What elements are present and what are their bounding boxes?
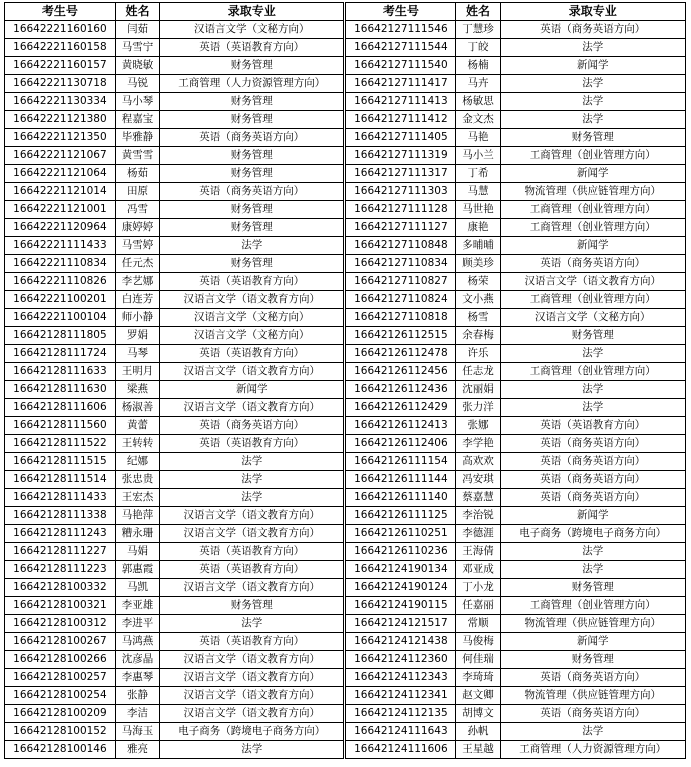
cell-exam-no-left: 16642128111606 <box>5 399 116 417</box>
cell-exam-no-right: 16642127111303 <box>345 183 456 201</box>
cell-exam-no-left: 16642221130334 <box>5 93 116 111</box>
cell-major-left: 英语（英语教育方向） <box>160 633 345 651</box>
cell-name-right: 康艳 <box>456 219 500 237</box>
cell-major-left: 英语（英语教育方向） <box>160 561 345 579</box>
table-row <box>5 291 686 309</box>
cell-exam-no-right: 16642126112413 <box>345 417 456 435</box>
cell-name-right: 丁希 <box>456 165 500 183</box>
cell-major-left: 汉语言文学（语文教育方向） <box>160 507 345 525</box>
header-major-right: 录取专业 <box>500 3 685 21</box>
cell-name-left: 马锐 <box>115 75 159 93</box>
cell-exam-no-right: 16642124111606 <box>345 741 456 759</box>
cell-major-right: 法学 <box>500 381 685 399</box>
table-row <box>5 75 686 93</box>
cell-name-left: 郭惠霞 <box>115 561 159 579</box>
cell-name-left: 闫茹 <box>115 21 159 39</box>
cell-major-right: 法学 <box>500 561 685 579</box>
cell-major-right: 工商管理（创业管理方向） <box>500 147 685 165</box>
cell-major-right: 物流管理（供应链管理方向） <box>500 615 685 633</box>
table-row <box>5 111 686 129</box>
cell-major-right: 新闻学 <box>500 57 685 75</box>
table-row <box>5 615 686 633</box>
cell-major-left: 新闻学 <box>160 381 345 399</box>
cell-major-right: 工商管理（创业管理方向） <box>500 291 685 309</box>
cell-name-right: 高欢欢 <box>456 453 500 471</box>
cell-exam-no-right: 16642127111412 <box>345 111 456 129</box>
cell-name-left: 马小琴 <box>115 93 159 111</box>
cell-name-left: 李艺娜 <box>115 273 159 291</box>
table-row <box>5 507 686 525</box>
cell-major-left: 汉语言文学（语文教育方向） <box>160 399 345 417</box>
cell-name-left: 王明月 <box>115 363 159 381</box>
cell-name-right: 顾美珍 <box>456 255 500 273</box>
cell-major-left: 法学 <box>160 615 345 633</box>
cell-major-left: 财务管理 <box>160 111 345 129</box>
cell-exam-no-left: 16642128100332 <box>5 579 116 597</box>
cell-major-left: 汉语言文学（语文教育方向） <box>160 651 345 669</box>
cell-major-left: 法学 <box>160 237 345 255</box>
cell-name-left: 黄蕾 <box>115 417 159 435</box>
cell-name-right: 胡博文 <box>456 705 500 723</box>
cell-exam-no-left: 16642221100104 <box>5 309 116 327</box>
table-row <box>5 417 686 435</box>
cell-name-left: 杨淑善 <box>115 399 159 417</box>
cell-name-right: 沈丽娟 <box>456 381 500 399</box>
table-row <box>5 237 686 255</box>
table-row <box>5 255 686 273</box>
cell-exam-no-left: 16642128111522 <box>5 435 116 453</box>
cell-major-right: 英语（商务英语方向） <box>500 21 685 39</box>
cell-major-right: 新闻学 <box>500 237 685 255</box>
cell-major-left: 英语（英语教育方向） <box>160 273 345 291</box>
cell-major-right: 工商管理（创业管理方向） <box>500 597 685 615</box>
cell-name-left: 白连芳 <box>115 291 159 309</box>
cell-exam-no-right: 16642127111413 <box>345 93 456 111</box>
cell-exam-no-left: 16642128111515 <box>5 453 116 471</box>
cell-name-left: 马鸿燕 <box>115 633 159 651</box>
table-row <box>5 435 686 453</box>
cell-exam-no-left: 16642128100152 <box>5 723 116 741</box>
cell-name-right: 李琦琦 <box>456 669 500 687</box>
cell-major-right: 财务管理 <box>500 651 685 669</box>
cell-name-left: 马艳萍 <box>115 507 159 525</box>
cell-exam-no-left: 16642128111630 <box>5 381 116 399</box>
header-major-left: 录取专业 <box>160 3 345 21</box>
table-body <box>5 21 686 759</box>
cell-major-left: 财务管理 <box>160 201 345 219</box>
cell-exam-no-right: 16642127111540 <box>345 57 456 75</box>
cell-name-left: 黄晓敏 <box>115 57 159 75</box>
cell-name-left: 雅亮 <box>115 741 159 759</box>
cell-name-right: 冯安琪 <box>456 471 500 489</box>
cell-exam-no-right: 16642124112135 <box>345 705 456 723</box>
cell-exam-no-left: 16642221121350 <box>5 129 116 147</box>
cell-exam-no-left: 16642128111560 <box>5 417 116 435</box>
cell-exam-no-left: 16642128111433 <box>5 489 116 507</box>
cell-major-left: 汉语言文学（语文教育方向） <box>160 525 345 543</box>
table-row <box>5 669 686 687</box>
cell-exam-no-left: 16642221111433 <box>5 237 116 255</box>
cell-exam-no-right: 16642124111643 <box>345 723 456 741</box>
cell-name-left: 马雪婷 <box>115 237 159 255</box>
cell-major-left: 汉语言文学（文秘方向） <box>160 309 345 327</box>
cell-major-right: 英语（商务英语方向） <box>500 705 685 723</box>
cell-name-left: 冯雪 <box>115 201 159 219</box>
cell-major-right: 财务管理 <box>500 129 685 147</box>
table-row <box>5 327 686 345</box>
cell-major-right: 新闻学 <box>500 633 685 651</box>
cell-exam-no-right: 16642127110848 <box>345 237 456 255</box>
cell-major-left: 法学 <box>160 471 345 489</box>
cell-name-left: 李洁 <box>115 705 159 723</box>
admission-table <box>4 2 686 759</box>
cell-major-left: 汉语言文学（语文教育方向） <box>160 669 345 687</box>
table-row <box>5 543 686 561</box>
cell-name-left: 纪娜 <box>115 453 159 471</box>
cell-exam-no-right: 16642126112429 <box>345 399 456 417</box>
cell-exam-no-left: 16642221110826 <box>5 273 116 291</box>
cell-exam-no-right: 16642127111405 <box>345 129 456 147</box>
cell-exam-no-left: 16642128100266 <box>5 651 116 669</box>
cell-exam-no-right: 16642127111128 <box>345 201 456 219</box>
cell-name-left: 李惠琴 <box>115 669 159 687</box>
cell-name-left: 马凯 <box>115 579 159 597</box>
cell-exam-no-right: 16642126112515 <box>345 327 456 345</box>
cell-name-left: 康婷婷 <box>115 219 159 237</box>
cell-major-left: 财务管理 <box>160 165 345 183</box>
cell-exam-no-right: 16642124190115 <box>345 597 456 615</box>
cell-exam-no-right: 16642127111317 <box>345 165 456 183</box>
cell-major-left: 法学 <box>160 489 345 507</box>
cell-exam-no-right: 16642127110818 <box>345 309 456 327</box>
cell-name-right: 杨敏思 <box>456 93 500 111</box>
table-row <box>5 165 686 183</box>
cell-exam-no-left: 16642128111338 <box>5 507 116 525</box>
cell-name-left: 程嘉宝 <box>115 111 159 129</box>
cell-major-right: 汉语言文学（语文教育方向） <box>500 273 685 291</box>
table-row <box>5 399 686 417</box>
cell-name-left: 糟永珊 <box>115 525 159 543</box>
cell-name-right: 李治锐 <box>456 507 500 525</box>
cell-exam-no-left: 16642128111805 <box>5 327 116 345</box>
cell-name-right: 常顺 <box>456 615 500 633</box>
cell-major-right: 英语（英语教育方向） <box>500 417 685 435</box>
cell-name-right: 许乐 <box>456 345 500 363</box>
cell-major-left: 法学 <box>160 453 345 471</box>
cell-exam-no-left: 16642221100201 <box>5 291 116 309</box>
cell-exam-no-right: 16642124112343 <box>345 669 456 687</box>
table-row <box>5 525 686 543</box>
cell-name-right: 李德涯 <box>456 525 500 543</box>
cell-name-right: 李学艳 <box>456 435 500 453</box>
cell-name-right: 马慧 <box>456 183 500 201</box>
cell-name-right: 文小燕 <box>456 291 500 309</box>
table-row <box>5 579 686 597</box>
cell-major-right: 法学 <box>500 39 685 57</box>
cell-exam-no-left: 16642221160160 <box>5 21 116 39</box>
table-row <box>5 651 686 669</box>
table-row <box>5 561 686 579</box>
cell-major-left: 财务管理 <box>160 597 345 615</box>
cell-major-right: 英语（商务英语方向） <box>500 669 685 687</box>
cell-name-left: 任元杰 <box>115 255 159 273</box>
cell-major-left: 财务管理 <box>160 147 345 165</box>
table-row <box>5 309 686 327</box>
cell-major-left: 财务管理 <box>160 255 345 273</box>
cell-major-left: 汉语言文学（语文教育方向） <box>160 363 345 381</box>
cell-exam-no-right: 16642127111319 <box>345 147 456 165</box>
cell-major-right: 法学 <box>500 399 685 417</box>
cell-name-right: 张力洋 <box>456 399 500 417</box>
cell-major-right: 英语（商务英语方向） <box>500 471 685 489</box>
table-row <box>5 633 686 651</box>
cell-major-right: 新闻学 <box>500 507 685 525</box>
table-row <box>5 381 686 399</box>
cell-major-right: 英语（商务英语方向） <box>500 255 685 273</box>
table-row <box>5 453 686 471</box>
cell-exam-no-left: 16642128111633 <box>5 363 116 381</box>
cell-exam-no-right: 16642127110834 <box>345 255 456 273</box>
cell-major-left: 英语（商务英语方向） <box>160 183 345 201</box>
table-row <box>5 489 686 507</box>
table-row <box>5 687 686 705</box>
cell-name-right: 王海倩 <box>456 543 500 561</box>
table-row <box>5 201 686 219</box>
cell-name-right: 邓亚成 <box>456 561 500 579</box>
header-name-left: 姓名 <box>115 3 159 21</box>
cell-exam-no-right: 16642127110827 <box>345 273 456 291</box>
table-row <box>5 471 686 489</box>
cell-major-right: 工商管理（创业管理方向） <box>500 201 685 219</box>
cell-major-right: 新闻学 <box>500 165 685 183</box>
cell-name-left: 王转转 <box>115 435 159 453</box>
cell-major-left: 汉语言文学（语文教育方向） <box>160 705 345 723</box>
cell-major-right: 物流管理（供应链管理方向） <box>500 687 685 705</box>
table-row <box>5 183 686 201</box>
cell-exam-no-left: 16642128111227 <box>5 543 116 561</box>
cell-name-right: 任志龙 <box>456 363 500 381</box>
cell-exam-no-left: 16642128100267 <box>5 633 116 651</box>
cell-name-right: 赵文卿 <box>456 687 500 705</box>
cell-name-right: 杨楠 <box>456 57 500 75</box>
table-row <box>5 705 686 723</box>
cell-exam-no-left: 16642221121380 <box>5 111 116 129</box>
cell-major-right: 汉语言文学（文秘方向） <box>500 309 685 327</box>
cell-exam-no-left: 16642221120964 <box>5 219 116 237</box>
cell-major-left: 英语（英语教育方向） <box>160 39 345 57</box>
cell-exam-no-right: 16642126111154 <box>345 453 456 471</box>
cell-name-left: 杨茹 <box>115 165 159 183</box>
cell-name-right: 任嘉丽 <box>456 597 500 615</box>
cell-major-left: 英语（商务英语方向） <box>160 129 345 147</box>
table-row <box>5 723 686 741</box>
cell-exam-no-right: 16642124190124 <box>345 579 456 597</box>
header-row <box>5 3 686 21</box>
cell-name-right: 金文杰 <box>456 111 500 129</box>
cell-name-left: 张忠贵 <box>115 471 159 489</box>
cell-name-left: 师小静 <box>115 309 159 327</box>
table-row <box>5 57 686 75</box>
cell-major-right: 工商管理（创业管理方向） <box>500 363 685 381</box>
cell-exam-no-right: 16642124112360 <box>345 651 456 669</box>
cell-name-right: 张娜 <box>456 417 500 435</box>
cell-exam-no-right: 16642127111127 <box>345 219 456 237</box>
cell-major-right: 物流管理（供应链管理方向） <box>500 183 685 201</box>
cell-exam-no-left: 16642128100209 <box>5 705 116 723</box>
cell-name-left: 李进平 <box>115 615 159 633</box>
cell-exam-no-left: 16642221160158 <box>5 39 116 57</box>
cell-major-left: 汉语言文学（语文教育方向） <box>160 291 345 309</box>
cell-name-left: 罗娟 <box>115 327 159 345</box>
cell-exam-no-left: 16642128100321 <box>5 597 116 615</box>
cell-major-left: 英语（英语教育方向） <box>160 345 345 363</box>
cell-exam-no-left: 16642221121064 <box>5 165 116 183</box>
cell-major-left: 电子商务（跨境电子商务方向） <box>160 723 345 741</box>
cell-exam-no-right: 16642127111417 <box>345 75 456 93</box>
cell-exam-no-left: 16642128111243 <box>5 525 116 543</box>
table-row <box>5 93 686 111</box>
cell-name-left: 马海玉 <box>115 723 159 741</box>
cell-exam-no-left: 16642221121001 <box>5 201 116 219</box>
cell-exam-no-right: 16642126111144 <box>345 471 456 489</box>
table-row <box>5 741 686 759</box>
cell-exam-no-left: 16642221110834 <box>5 255 116 273</box>
cell-name-right: 丁小龙 <box>456 579 500 597</box>
cell-name-right: 蔡嘉慧 <box>456 489 500 507</box>
table-row <box>5 597 686 615</box>
cell-name-right: 多晡晡 <box>456 237 500 255</box>
cell-major-right: 工商管理（人力资源管理方向） <box>500 741 685 759</box>
cell-exam-no-right: 16642127111544 <box>345 39 456 57</box>
cell-major-right: 工商管理（创业管理方向） <box>500 219 685 237</box>
cell-exam-no-right: 16642124190134 <box>345 561 456 579</box>
cell-name-left: 黄雪雪 <box>115 147 159 165</box>
cell-major-left: 汉语言文学（语文教育方向） <box>160 579 345 597</box>
cell-major-right: 英语（商务英语方向） <box>500 489 685 507</box>
cell-name-left: 李亚雄 <box>115 597 159 615</box>
cell-exam-no-right: 16642126111140 <box>345 489 456 507</box>
cell-name-right: 孙帆 <box>456 723 500 741</box>
cell-exam-no-left: 16642221160157 <box>5 57 116 75</box>
cell-major-left: 法学 <box>160 741 345 759</box>
cell-major-right: 法学 <box>500 75 685 93</box>
cell-exam-no-right: 16642126112406 <box>345 435 456 453</box>
cell-exam-no-right: 16642124112341 <box>345 687 456 705</box>
cell-name-left: 田原 <box>115 183 159 201</box>
cell-major-left: 汉语言文学（文秘方向） <box>160 327 345 345</box>
cell-name-right: 丁皎 <box>456 39 500 57</box>
cell-major-left: 工商管理（人力资源管理方向） <box>160 75 345 93</box>
table-row <box>5 345 686 363</box>
cell-major-right: 法学 <box>500 111 685 129</box>
cell-name-left: 马雪宁 <box>115 39 159 57</box>
cell-name-right: 何佳瑞 <box>456 651 500 669</box>
cell-major-right: 电子商务（跨境电子商务方向） <box>500 525 685 543</box>
table-row <box>5 147 686 165</box>
cell-exam-no-right: 16642126110251 <box>345 525 456 543</box>
cell-name-left: 张静 <box>115 687 159 705</box>
cell-major-left: 英语（英语教育方向） <box>160 543 345 561</box>
cell-exam-no-left: 16642128111514 <box>5 471 116 489</box>
cell-exam-no-right: 16642126112436 <box>345 381 456 399</box>
cell-major-right: 法学 <box>500 345 685 363</box>
cell-name-left: 马娟 <box>115 543 159 561</box>
cell-name-right: 马俊梅 <box>456 633 500 651</box>
cell-exam-no-left: 16642221121067 <box>5 147 116 165</box>
header-name-right: 姓名 <box>456 3 500 21</box>
cell-major-right: 法学 <box>500 723 685 741</box>
cell-exam-no-right: 16642126111125 <box>345 507 456 525</box>
cell-exam-no-left: 16642128111223 <box>5 561 116 579</box>
cell-name-right: 马卉 <box>456 75 500 93</box>
header-exam-no-left: 考生号 <box>5 3 116 21</box>
cell-exam-no-left: 16642128100146 <box>5 741 116 759</box>
header-exam-no-right: 考生号 <box>345 3 456 21</box>
cell-name-left: 毕雅静 <box>115 129 159 147</box>
cell-major-left: 汉语言文学（语文教育方向） <box>160 687 345 705</box>
cell-exam-no-left: 16642128100257 <box>5 669 116 687</box>
table-row <box>5 21 686 39</box>
cell-exam-no-left: 16642128111724 <box>5 345 116 363</box>
table-row <box>5 219 686 237</box>
table-row <box>5 129 686 147</box>
cell-exam-no-right: 16642126110236 <box>345 543 456 561</box>
cell-exam-no-left: 16642128100254 <box>5 687 116 705</box>
cell-name-right: 马小兰 <box>456 147 500 165</box>
cell-major-left: 英语（英语教育方向） <box>160 435 345 453</box>
cell-exam-no-right: 16642124121517 <box>345 615 456 633</box>
cell-name-left: 王宏杰 <box>115 489 159 507</box>
cell-exam-no-left: 16642128100312 <box>5 615 116 633</box>
cell-exam-no-right: 16642126112478 <box>345 345 456 363</box>
cell-name-right: 王星越 <box>456 741 500 759</box>
cell-name-left: 沈彦晶 <box>115 651 159 669</box>
cell-major-left: 汉语言文学（文秘方向） <box>160 21 345 39</box>
cell-major-left: 财务管理 <box>160 57 345 75</box>
cell-name-left: 马琴 <box>115 345 159 363</box>
cell-name-right: 马艳 <box>456 129 500 147</box>
cell-name-right: 杨雪 <box>456 309 500 327</box>
cell-exam-no-left: 16642221121014 <box>5 183 116 201</box>
cell-exam-no-right: 16642124121438 <box>345 633 456 651</box>
cell-major-left: 英语（商务英语方向） <box>160 417 345 435</box>
cell-exam-no-right: 16642126112456 <box>345 363 456 381</box>
cell-exam-no-right: 16642127110824 <box>345 291 456 309</box>
cell-major-right: 英语（商务英语方向） <box>500 453 685 471</box>
cell-name-right: 丁慧珍 <box>456 21 500 39</box>
cell-major-right: 法学 <box>500 93 685 111</box>
cell-major-left: 财务管理 <box>160 219 345 237</box>
cell-major-right: 法学 <box>500 543 685 561</box>
table-row <box>5 39 686 57</box>
table-row <box>5 363 686 381</box>
cell-major-left: 财务管理 <box>160 93 345 111</box>
cell-major-right: 财务管理 <box>500 579 685 597</box>
cell-major-right: 财务管理 <box>500 327 685 345</box>
cell-name-right: 余春梅 <box>456 327 500 345</box>
cell-exam-no-left: 16642221130718 <box>5 75 116 93</box>
cell-name-left: 梁燕 <box>115 381 159 399</box>
cell-exam-no-right: 16642127111546 <box>345 21 456 39</box>
cell-name-right: 马世艳 <box>456 201 500 219</box>
cell-name-right: 杨荣 <box>456 273 500 291</box>
cell-major-right: 英语（商务英语方向） <box>500 435 685 453</box>
table-row <box>5 273 686 291</box>
